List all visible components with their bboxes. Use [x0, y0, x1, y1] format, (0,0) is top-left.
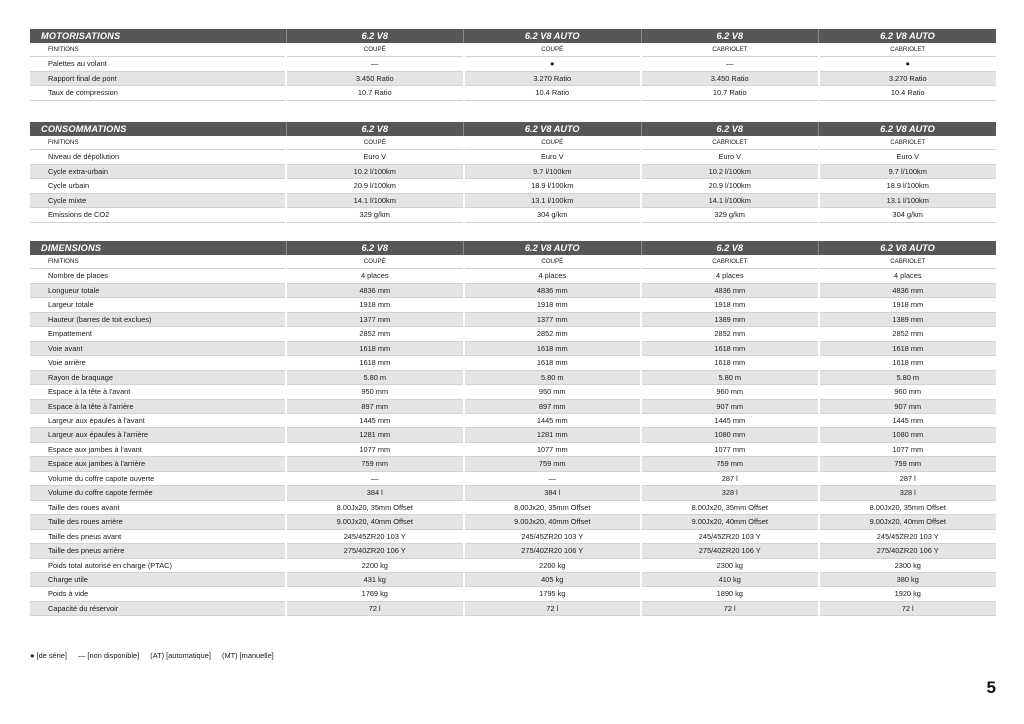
value-cell: 9.7 l/100km [819, 164, 997, 178]
value-cell: 328 l [641, 486, 819, 500]
value-cell: 20.9 l/100km [286, 179, 464, 193]
column-header: 6.2 V8 AUTO [464, 241, 642, 255]
legend-item-manuelle: (MT) [manuelle] [221, 651, 274, 660]
value-cell: Euro V [286, 150, 464, 164]
value-cell: 3.450 Ratio [286, 71, 464, 85]
table-row [30, 500, 996, 514]
row-label: Poids à vide [30, 587, 286, 601]
value-cell: 1445 mm [819, 413, 997, 427]
table-row [30, 298, 996, 312]
value-cell: 72 l [286, 601, 464, 615]
dimensions-table [30, 241, 996, 616]
value-cell: 1920 kg [819, 587, 997, 601]
finition-cell: CABRIOLET [641, 43, 819, 57]
value-cell: 275/40ZR20 106 Y [641, 544, 819, 558]
value-cell: 275/40ZR20 106 Y [464, 544, 642, 558]
value-cell: 1077 mm [464, 442, 642, 456]
value-cell: ● [464, 57, 642, 71]
motorisations-table [30, 29, 996, 101]
row-label: Capacité du réservoir [30, 601, 286, 615]
value-cell: 431 kg [286, 572, 464, 586]
value-cell: 8.00Jx20, 35mm Offset [819, 500, 997, 514]
column-header: 6.2 V8 [286, 241, 464, 255]
value-cell: — [286, 57, 464, 71]
value-cell: ● [819, 57, 997, 71]
column-header: 6.2 V8 AUTO [819, 29, 997, 43]
row-label: Taux de compression [30, 86, 286, 100]
value-cell: 5.80 m [819, 370, 997, 384]
row-label: Voie arrière [30, 356, 286, 370]
finitions-label: FINITIONS [30, 136, 286, 150]
table-row [30, 587, 996, 601]
value-cell: 2200 kg [464, 558, 642, 572]
value-cell: 1445 mm [286, 413, 464, 427]
value-cell: 907 mm [819, 399, 997, 413]
finitions-label: FINITIONS [30, 43, 286, 57]
row-label: Rapport final de pont [30, 71, 286, 85]
section-title: MOTORISATIONS [30, 29, 286, 43]
value-cell: 13.1 l/100km [464, 193, 642, 207]
column-header: 6.2 V8 [286, 29, 464, 43]
row-label: Cycle mixte [30, 193, 286, 207]
value-cell: 2852 mm [286, 327, 464, 341]
value-cell: 4836 mm [641, 283, 819, 297]
finition-cell: COUPÉ [464, 136, 642, 150]
legend-item-serie: ● [de série] [30, 651, 67, 660]
table-row [30, 572, 996, 586]
finition-cell: COUPÉ [464, 255, 642, 269]
table-row [30, 86, 996, 100]
value-cell: 10.7 Ratio [641, 86, 819, 100]
row-label: Espace à la tête à l'avant [30, 385, 286, 399]
value-cell: 4836 mm [286, 283, 464, 297]
value-cell: 1618 mm [464, 341, 642, 355]
row-label: Palettes au volant [30, 57, 286, 71]
table-row [30, 283, 996, 297]
value-cell: 10.7 Ratio [286, 86, 464, 100]
finitions-row [30, 255, 996, 269]
value-cell: 2852 mm [819, 327, 997, 341]
value-cell: 18.9 l/100km [464, 179, 642, 193]
value-cell: 329 g/km [286, 208, 464, 222]
value-cell: 72 l [464, 601, 642, 615]
table-row [30, 471, 996, 485]
consommations-table [30, 122, 996, 223]
row-label: Longueur totale [30, 283, 286, 297]
value-cell: 950 mm [286, 385, 464, 399]
value-cell: 384 l [286, 486, 464, 500]
table-row [30, 486, 996, 500]
table-row [30, 312, 996, 326]
finition-cell: CABRIOLET [819, 255, 997, 269]
value-cell: 1918 mm [286, 298, 464, 312]
value-cell: 950 mm [464, 385, 642, 399]
row-label: Voie avant [30, 341, 286, 355]
value-cell: 328 l [819, 486, 997, 500]
value-cell: 8.00Jx20, 35mm Offset [286, 500, 464, 514]
row-label: Emissions de CO2 [30, 208, 286, 222]
value-cell: 1377 mm [464, 312, 642, 326]
row-label: Taille des roues avant [30, 500, 286, 514]
value-cell: 2852 mm [641, 327, 819, 341]
value-cell: 907 mm [641, 399, 819, 413]
row-label: Charge utile [30, 572, 286, 586]
row-label: Nombre de places [30, 269, 286, 283]
value-cell: 1618 mm [819, 356, 997, 370]
value-cell: 9.00Jx20, 40mm Offset [641, 515, 819, 529]
value-cell: 759 mm [286, 457, 464, 471]
value-cell: 1618 mm [641, 356, 819, 370]
table-row [30, 179, 996, 193]
value-cell: 960 mm [641, 385, 819, 399]
value-cell: 10.4 Ratio [819, 86, 997, 100]
value-cell: 1389 mm [641, 312, 819, 326]
column-header: 6.2 V8 AUTO [464, 122, 642, 136]
value-cell: 4836 mm [464, 283, 642, 297]
section-header-row [30, 241, 996, 255]
value-cell: 897 mm [464, 399, 642, 413]
value-cell: — [286, 471, 464, 485]
value-cell: 304 g/km [819, 208, 997, 222]
value-cell: 1918 mm [641, 298, 819, 312]
value-cell: 18.9 l/100km [819, 179, 997, 193]
value-cell: 3.270 Ratio [819, 71, 997, 85]
section-header-row [30, 29, 996, 43]
value-cell: Euro V [641, 150, 819, 164]
value-cell: 2852 mm [464, 327, 642, 341]
column-header: 6.2 V8 AUTO [819, 122, 997, 136]
value-cell: 1769 kg [286, 587, 464, 601]
value-cell: 3.270 Ratio [464, 71, 642, 85]
value-cell: 72 l [819, 601, 997, 615]
value-cell: 14.1 l/100km [286, 193, 464, 207]
value-cell: 384 l [464, 486, 642, 500]
value-cell: 4 places [819, 269, 997, 283]
finition-cell: CABRIOLET [819, 43, 997, 57]
finitions-row [30, 43, 996, 57]
value-cell: 2300 kg [819, 558, 997, 572]
row-label: Hauteur (barres de toit exclues) [30, 312, 286, 326]
value-cell: 960 mm [819, 385, 997, 399]
finition-cell: CABRIOLET [641, 255, 819, 269]
table-row [30, 356, 996, 370]
table-row [30, 442, 996, 456]
table-row [30, 457, 996, 471]
value-cell: 410 kg [641, 572, 819, 586]
value-cell: 1618 mm [286, 341, 464, 355]
value-cell: 4836 mm [819, 283, 997, 297]
value-cell: 3.450 Ratio [641, 71, 819, 85]
value-cell: 1618 mm [286, 356, 464, 370]
row-label: Volume du coffre capote ouverte [30, 471, 286, 485]
value-cell: 245/45ZR20 103 Y [286, 529, 464, 543]
finitions-label: FINITIONS [30, 255, 286, 269]
finition-cell: COUPÉ [464, 43, 642, 57]
finitions-row [30, 136, 996, 150]
row-label: Largeur aux épaules à l'arrière [30, 428, 286, 442]
value-cell: 13.1 l/100km [819, 193, 997, 207]
value-cell: 72 l [641, 601, 819, 615]
value-cell: 245/45ZR20 103 Y [641, 529, 819, 543]
value-cell: 9.00Jx20, 40mm Offset [286, 515, 464, 529]
row-label: Rayon de braquage [30, 370, 286, 384]
table-row [30, 558, 996, 572]
value-cell: 1890 kg [641, 587, 819, 601]
column-header: 6.2 V8 [286, 122, 464, 136]
table-row [30, 399, 996, 413]
row-label: Taille des pneus avant [30, 529, 286, 543]
row-label: Empattement [30, 327, 286, 341]
value-cell: 10.2 l/100km [286, 164, 464, 178]
row-label: Espace à la tête à l'arrière [30, 399, 286, 413]
value-cell: 275/40ZR20 106 Y [819, 544, 997, 558]
value-cell: 1618 mm [464, 356, 642, 370]
legend-item-automatique: (AT) [automatique] [150, 651, 211, 660]
value-cell: 8.00Jx20, 35mm Offset [641, 500, 819, 514]
column-header: 6.2 V8 [641, 241, 819, 255]
value-cell: 5.80 m [641, 370, 819, 384]
value-cell: 1377 mm [286, 312, 464, 326]
row-label: Cycle extra-urbain [30, 164, 286, 178]
value-cell: — [464, 471, 642, 485]
value-cell: 10.2 l/100km [641, 164, 819, 178]
value-cell: 1618 mm [819, 341, 997, 355]
value-cell: 8.00Jx20, 35mm Offset [464, 500, 642, 514]
table-row [30, 71, 996, 85]
table-row [30, 601, 996, 615]
row-label: Taille des pneus arrière [30, 544, 286, 558]
value-cell: 245/45ZR20 103 Y [464, 529, 642, 543]
finition-cell: CABRIOLET [641, 136, 819, 150]
table-row [30, 150, 996, 164]
value-cell: 1445 mm [464, 413, 642, 427]
value-cell: 2300 kg [641, 558, 819, 572]
column-header: 6.2 V8 AUTO [819, 241, 997, 255]
table-row [30, 269, 996, 283]
value-cell: 1795 kg [464, 587, 642, 601]
table-row [30, 385, 996, 399]
value-cell: 759 mm [641, 457, 819, 471]
value-cell: 1077 mm [641, 442, 819, 456]
row-label: Espace aux jambes à l'arrière [30, 457, 286, 471]
table-row [30, 327, 996, 341]
column-header: 6.2 V8 AUTO [464, 29, 642, 43]
value-cell: 329 g/km [641, 208, 819, 222]
table-row [30, 529, 996, 543]
row-label: Cycle urbain [30, 179, 286, 193]
section-header-row [30, 122, 996, 136]
value-cell: 1281 mm [286, 428, 464, 442]
value-cell: 10.4 Ratio [464, 86, 642, 100]
legend [30, 651, 283, 660]
value-cell: 897 mm [286, 399, 464, 413]
value-cell: 1389 mm [819, 312, 997, 326]
value-cell: 1918 mm [819, 298, 997, 312]
table-row [30, 164, 996, 178]
value-cell: 1077 mm [286, 442, 464, 456]
value-cell: 1077 mm [819, 442, 997, 456]
value-cell: 9.7 l/100km [464, 164, 642, 178]
value-cell: — [641, 57, 819, 71]
value-cell: Euro V [464, 150, 642, 164]
table-row [30, 370, 996, 384]
value-cell: 1618 mm [641, 341, 819, 355]
value-cell: 1080 mm [819, 428, 997, 442]
value-cell: 275/40ZR20 106 Y [286, 544, 464, 558]
table-row [30, 544, 996, 558]
value-cell: 304 g/km [464, 208, 642, 222]
row-label: Largeur totale [30, 298, 286, 312]
value-cell: 2200 kg [286, 558, 464, 572]
table-row [30, 341, 996, 355]
value-cell: 759 mm [819, 457, 997, 471]
value-cell: 1445 mm [641, 413, 819, 427]
value-cell: 1080 mm [641, 428, 819, 442]
value-cell: 759 mm [464, 457, 642, 471]
row-label: Largeur aux épaules à l'avant [30, 413, 286, 427]
column-header: 6.2 V8 [641, 122, 819, 136]
value-cell: 405 kg [464, 572, 642, 586]
value-cell: 5.80 m [286, 370, 464, 384]
finition-cell: COUPÉ [286, 255, 464, 269]
row-label: Poids total autorisé en charge (PTAC) [30, 558, 286, 572]
value-cell: 245/45ZR20 103 Y [819, 529, 997, 543]
value-cell: 1918 mm [464, 298, 642, 312]
row-label: Niveau de dépollution [30, 150, 286, 164]
row-label: Espace aux jambes à l'avant [30, 442, 286, 456]
value-cell: 14.1 l/100km [641, 193, 819, 207]
value-cell: 4 places [286, 269, 464, 283]
finition-cell: COUPÉ [286, 43, 464, 57]
value-cell: 20.9 l/100km [641, 179, 819, 193]
legend-item-non-disponible: — [non disponible] [77, 651, 140, 660]
section-title: DIMENSIONS [30, 241, 286, 255]
section-title: CONSOMMATIONS [30, 122, 286, 136]
page-number: 5 [986, 678, 996, 697]
row-label: Taille des roues arrière [30, 515, 286, 529]
value-cell: 5.80 m [464, 370, 642, 384]
table-row [30, 208, 996, 222]
value-cell: 287 l [819, 471, 997, 485]
value-cell: 287 l [641, 471, 819, 485]
value-cell: 4 places [641, 269, 819, 283]
value-cell: Euro V [819, 150, 997, 164]
value-cell: 380 kg [819, 572, 997, 586]
table-row [30, 193, 996, 207]
table-row [30, 515, 996, 529]
table-row [30, 57, 996, 71]
value-cell: 9.00Jx20, 40mm Offset [464, 515, 642, 529]
finition-cell: CABRIOLET [819, 136, 997, 150]
finition-cell: COUPÉ [286, 136, 464, 150]
value-cell: 4 places [464, 269, 642, 283]
row-label: Volume du coffre capote fermée [30, 486, 286, 500]
value-cell: 1281 mm [464, 428, 642, 442]
table-row [30, 413, 996, 427]
value-cell: 9.00Jx20, 40mm Offset [819, 515, 997, 529]
column-header: 6.2 V8 [641, 29, 819, 43]
table-row [30, 428, 996, 442]
